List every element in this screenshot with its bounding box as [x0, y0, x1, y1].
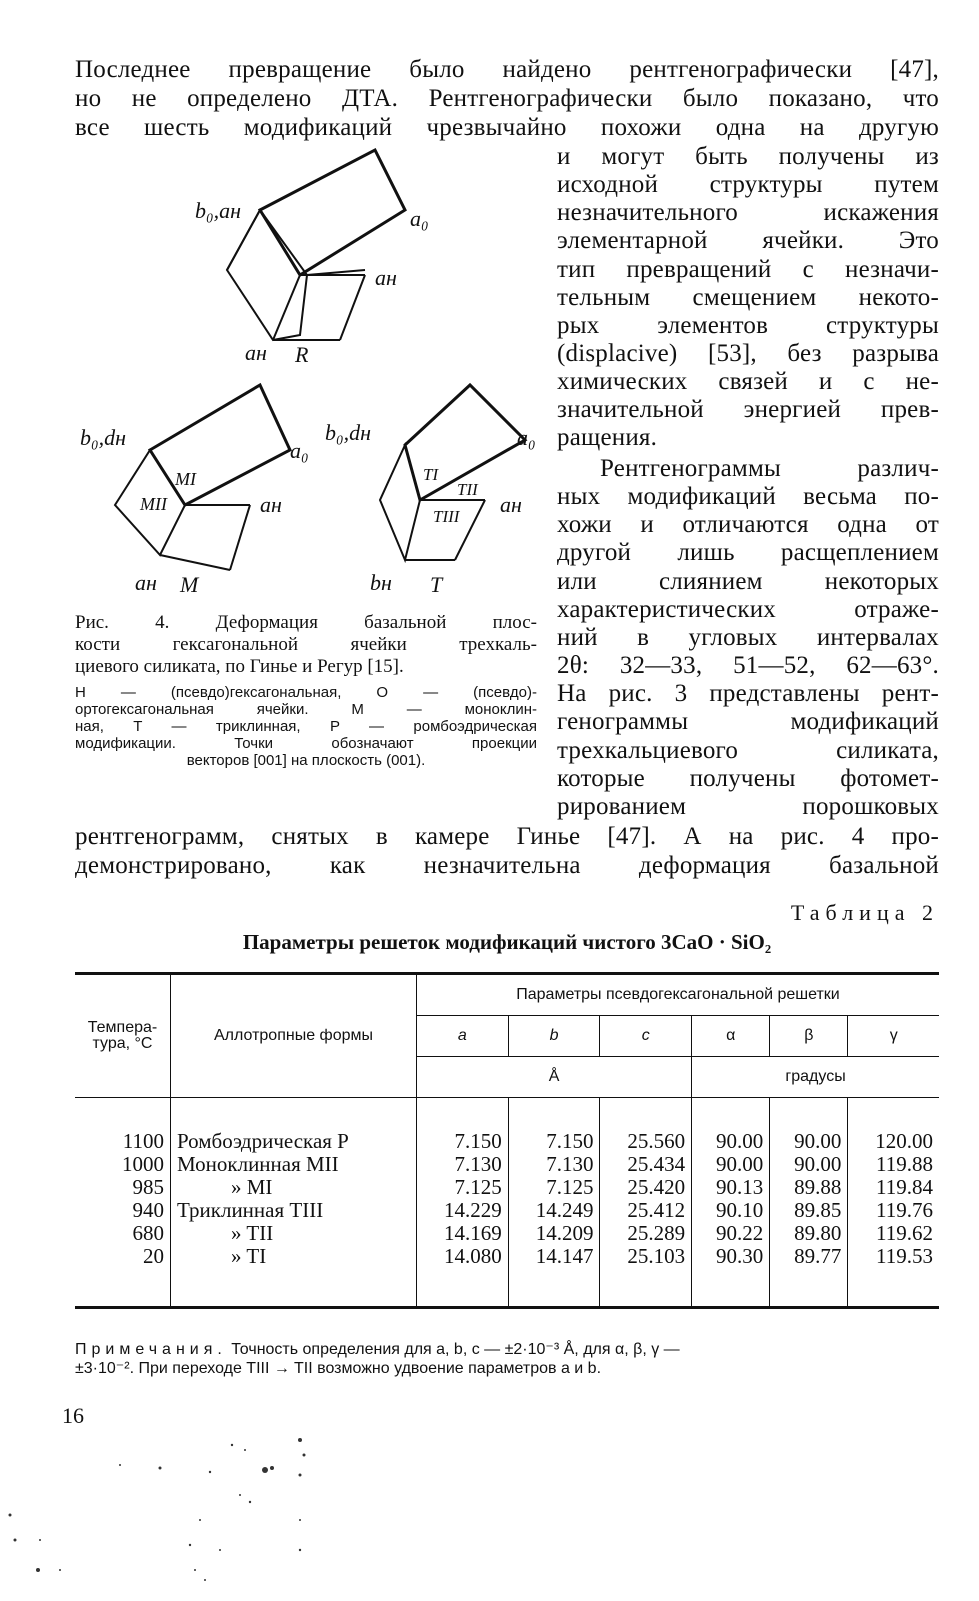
table-notes: [75, 1340, 939, 1378]
cell-temp: 1000: [122, 1151, 164, 1176]
body-line: незначительного искажения: [557, 199, 939, 226]
table-label: Таблица 2: [790, 900, 939, 925]
cell-b: 14.209: [508, 1222, 600, 1245]
cell-a: 7.130: [417, 1153, 509, 1176]
legend-line: H — (псевдо)гексагональная, O — (псевдо)-: [75, 684, 537, 701]
cell-c: 25.412: [600, 1199, 692, 1222]
cell-gamma: 120.00: [848, 1130, 939, 1153]
figure-hexagonal-deformation: [80, 140, 555, 600]
header-col-beta: β: [770, 1016, 848, 1057]
cell-alpha: 90.00: [692, 1130, 770, 1153]
header-unit-degrees: градусы: [692, 1057, 939, 1098]
cell-a: 14.169: [417, 1222, 509, 1245]
cell-temp: 985: [132, 1174, 164, 1199]
cell-c: 25.420: [600, 1176, 692, 1199]
cell-beta: 90.00: [770, 1153, 848, 1176]
table-row: [75, 1245, 939, 1268]
cell-temp: 1100: [122, 1128, 164, 1153]
header-forms: Аллотропные формы: [171, 974, 417, 1098]
page-number: 16: [62, 1403, 84, 1428]
cell-a: 7.150: [417, 1130, 509, 1153]
label-t-tiii: TIII: [433, 507, 460, 526]
body-line: Рентгенограммы различ-: [600, 455, 939, 482]
body-line: генограммы модификаций: [557, 708, 939, 735]
header-col-c: c: [600, 1016, 692, 1057]
label-t-bh: bн: [370, 570, 392, 595]
label-m-ah-right: aн: [260, 492, 282, 517]
cell-alpha: 90.22: [692, 1222, 770, 1245]
label-t-ti: TI: [423, 465, 439, 484]
header-group: Параметры псевдогексагональной решетки: [417, 974, 940, 1016]
label-t-name: T: [430, 572, 443, 597]
body-line: 2θ: 32—33, 51—52, 62—63°.: [557, 652, 939, 679]
notes-text: Точность определения для a, b, c — ±2·10⁻³ Å, для α, β, γ —: [231, 1341, 680, 1358]
label-m-b0-dh: b₀,dн: [80, 425, 127, 450]
scan-noise: [0, 1420, 400, 1601]
caption-line: Рис. 4. Деформация базальной плос-: [75, 612, 537, 633]
legend-line: ортогексагональная ячейки. M — моноклин-: [75, 701, 537, 718]
label-r-ah-right: aн: [375, 265, 397, 290]
figure-legend: [75, 684, 537, 769]
cell-b: 7.130: [508, 1153, 600, 1176]
cell-alpha: 90.30: [692, 1245, 770, 1268]
body-line: тельным смещением некото-: [557, 284, 939, 311]
notes-text-2: ±3·10⁻². При переходе TIII → TII возможно удвоение параметров a и b.: [75, 1360, 602, 1377]
cell-alpha: 90.13: [692, 1176, 770, 1199]
cell-b: 14.147: [508, 1245, 600, 1268]
figure-caption: [75, 612, 537, 678]
header-unit-angstrom: Å: [417, 1057, 692, 1098]
cell-form: Моноклинная MII: [171, 1153, 417, 1176]
cell-b: 7.125: [508, 1176, 600, 1199]
body-line: характеристических отраже-: [557, 596, 939, 623]
body-line: ных модификаций весьма по-: [557, 483, 939, 510]
legend-line: ная, T — триклинная, P — ромбоэдрическая: [75, 718, 537, 735]
header-col-b: b: [508, 1016, 600, 1057]
body-line: исходной структуры путем: [557, 171, 939, 198]
body-line: или слиянием некоторых: [557, 568, 939, 595]
label-r-ah-bottom: aн: [245, 340, 267, 365]
cell-form: » TI: [171, 1245, 417, 1268]
body-line: элементарной ячейки. Это: [557, 227, 939, 254]
body-line: тип превращений с незначи-: [557, 256, 939, 283]
body-line: которые получены фотомет-: [557, 765, 939, 792]
table-row: [75, 1199, 939, 1222]
cell-gamma: 119.84: [848, 1176, 939, 1199]
label-r-name: R: [295, 342, 309, 367]
cell-beta: 89.80: [770, 1222, 848, 1245]
table-row: [75, 1153, 939, 1176]
cell-temp: 20: [143, 1243, 164, 1268]
caption-line: циевого силиката, по Гинье и Регур [15].: [75, 656, 404, 677]
cell-b: 7.150: [508, 1130, 600, 1153]
body-line: все шесть модификаций чрезвычайно похожи одна на другую: [75, 114, 939, 141]
cell-c: 25.103: [600, 1245, 692, 1268]
cell-beta: 89.85: [770, 1199, 848, 1222]
cell-form: Триклинная TIII: [171, 1199, 417, 1222]
label-m-ah-bottom: aн: [135, 570, 157, 595]
body-line: химических связей и с не-: [557, 368, 939, 395]
header-col-a: a: [417, 1016, 509, 1057]
body-line: рых элементов структуры: [557, 312, 939, 339]
body-line: значительной энергией прев-: [557, 396, 939, 423]
cell-form: » TII: [171, 1222, 417, 1245]
label-t-tii: TII: [457, 480, 478, 499]
label-t-a0: a₀: [517, 425, 536, 450]
cell-a: 14.229: [417, 1199, 509, 1222]
cell-gamma: 119.53: [848, 1245, 939, 1268]
cell-gamma: 119.76: [848, 1199, 939, 1222]
label-r-a0: a₀: [410, 206, 429, 231]
body-line: демонстрировано, как незначительна деформация базальной: [75, 852, 939, 879]
cell-beta: 90.00: [770, 1130, 848, 1153]
table-row: [75, 1130, 939, 1153]
caption-line: кости гексагональной ячейки трехкаль-: [75, 634, 537, 655]
table-row: [75, 1222, 939, 1245]
cell-form: » MI: [171, 1176, 417, 1199]
legend-line: модификации. Точки обозначают проекции: [75, 735, 537, 752]
label-m-name: M: [180, 572, 199, 597]
cell-c: 25.560: [600, 1130, 692, 1153]
body-line: ращения.: [557, 424, 658, 451]
cell-gamma: 119.62: [848, 1222, 939, 1245]
body-line: но не определено ДТА. Рентгенографически было показано, что: [75, 85, 939, 112]
cell-gamma: 119.88: [848, 1153, 939, 1176]
label-t-ah-right: aн: [500, 492, 522, 517]
cell-a: 14.080: [417, 1245, 509, 1268]
body-line: рированием порошковых: [557, 793, 939, 820]
header-temp: Темпера-тура, °C: [75, 974, 171, 1098]
notes-label: Примечания.: [75, 1341, 227, 1358]
cell-temp: 940: [132, 1197, 164, 1222]
cell-c: 25.434: [600, 1153, 692, 1176]
header-col-gamma: γ: [848, 1016, 939, 1057]
table-row: [75, 1176, 939, 1199]
table-title: Параметры решеток модификаций чистого 3CaO · SiO₂: [242, 930, 772, 954]
body-line: другой лишь расщеплением: [557, 539, 939, 566]
cell-a: 7.125: [417, 1176, 509, 1199]
label-t-b0-dh: b₀,dн: [325, 420, 372, 445]
lattice-parameters-table: [75, 972, 939, 1309]
body-line: ний в угловых интервалах: [557, 624, 939, 651]
cell-alpha: 90.10: [692, 1199, 770, 1222]
body-line: (displacive) [53], без разрыва: [557, 340, 939, 367]
body-line: трехкальциевого силиката,: [557, 737, 939, 764]
cell-beta: 89.77: [770, 1245, 848, 1268]
body-line: Последнее превращение было найдено рентгенографически [47],: [75, 56, 939, 83]
label-m-mi: MI: [175, 469, 196, 489]
body-line: рентгенограмм, снятых в камере Гинье [47]. А на рис. 4 про-: [75, 823, 939, 850]
label-m-a0: a₀: [290, 438, 309, 463]
cell-beta: 89.88: [770, 1176, 848, 1199]
cell-alpha: 90.00: [692, 1153, 770, 1176]
label-m-mii: MII: [140, 494, 167, 514]
cell-c: 25.289: [600, 1222, 692, 1245]
legend-line: векторов [001] на плоскость (001).: [186, 752, 426, 769]
body-line: На рис. 3 представлены рент-: [557, 680, 939, 707]
cell-temp: 680: [132, 1220, 164, 1245]
figure-drawing: [80, 140, 555, 600]
label-r-b0-ah: b₀,aн: [195, 198, 242, 223]
body-line: хожи и отличаются одна от: [557, 511, 939, 538]
body-line: и могут быть получены из: [557, 143, 939, 170]
cell-form: Ромбоэдрическая P: [171, 1130, 417, 1153]
header-col-alpha: α: [692, 1016, 770, 1057]
cell-b: 14.249: [508, 1199, 600, 1222]
